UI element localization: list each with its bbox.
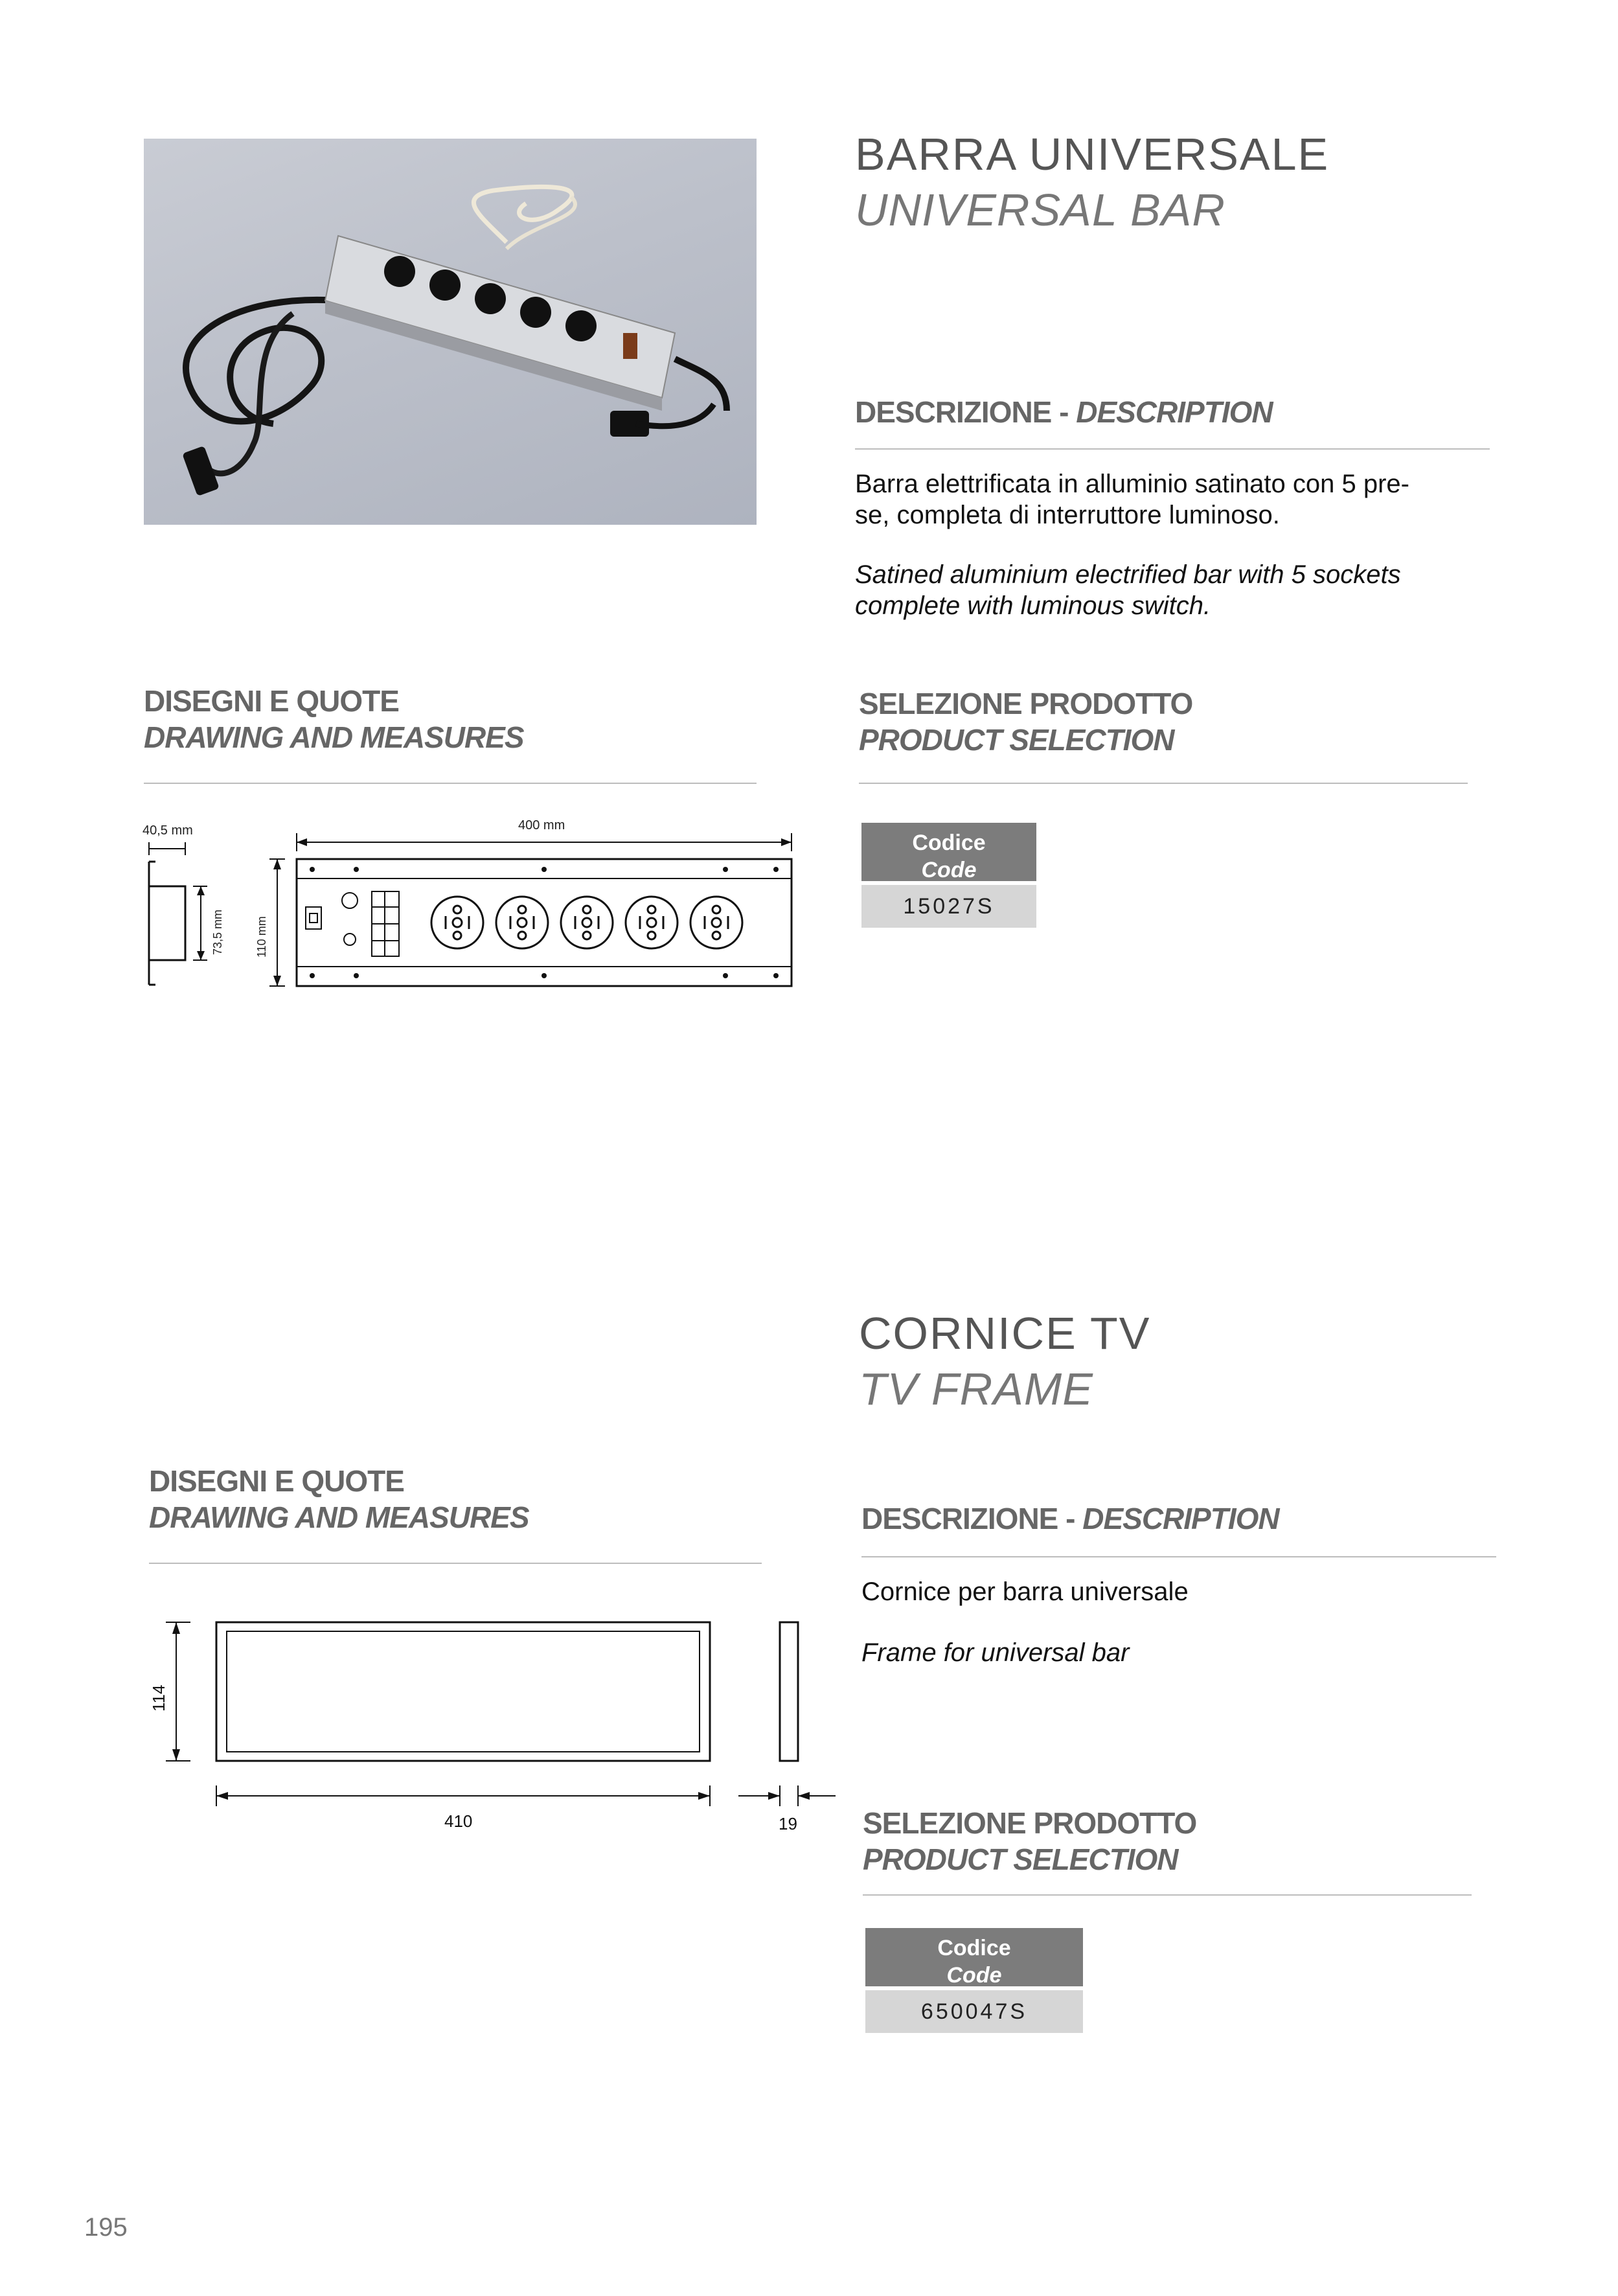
dimension-length: 400 mm	[518, 818, 565, 832]
description-heading	[855, 394, 1273, 430]
dimension-height: 110 mm	[255, 916, 268, 958]
description-en-line2: complete with luminous switch.	[855, 591, 1211, 620]
drawing-heading-en-text: DRAWING AND MEASURES	[149, 1500, 529, 1534]
product-subtitle: UNIVERSAL BAR	[855, 185, 1225, 235]
divider	[855, 448, 1490, 450]
description-heading-en: DESCRIPTION	[1082, 1502, 1279, 1535]
code-table	[865, 1928, 1083, 2033]
product-subtitle: TV FRAME	[859, 1364, 1093, 1414]
divider	[861, 1556, 1496, 1557]
description-heading-it: DESCRIZIONE -	[861, 1502, 1083, 1535]
power-bar-photo-illustration	[144, 139, 757, 525]
description-heading	[861, 1500, 1279, 1537]
technical-drawing-bar	[136, 810, 810, 1004]
code-table-header	[861, 823, 1036, 881]
dimension-width: 410	[444, 1811, 473, 1831]
product-photo	[144, 139, 757, 525]
description-en-line1: Satined aluminium electrified bar with 5 sockets	[855, 560, 1401, 589]
code-table	[861, 823, 1036, 928]
drawing-heading: DISEGNI E QUOTE	[144, 684, 399, 718]
selection-heading: SELEZIONE PRODOTTO	[863, 1806, 1197, 1840]
selection-heading-en	[863, 1841, 1178, 1877]
product-code: 15027S	[861, 885, 1036, 928]
page-number: 195	[84, 2213, 128, 2242]
code-label: Codice	[937, 1936, 1011, 1960]
dimension-height: 114	[149, 1684, 168, 1712]
description-it-line1: Barra elettrificata in alluminio satinato con 5 pre-	[855, 470, 1409, 498]
selection-heading: SELEZIONE PRODOTTO	[859, 687, 1193, 720]
description-en: Frame for universal bar	[861, 1638, 1130, 1667]
selection-heading-en-text: PRODUCT SELECTION	[859, 723, 1174, 757]
code-label-en: Code	[946, 1963, 1002, 1988]
divider	[863, 1894, 1472, 1896]
drawing-heading: DISEGNI E QUOTE	[149, 1464, 404, 1498]
code-label: Codice	[912, 831, 986, 855]
dimension-depth: 40,5 mm	[142, 823, 193, 838]
drawing-heading-en	[149, 1499, 529, 1535]
description-it: Cornice per barra universale	[861, 1578, 1189, 1606]
code-table-header	[865, 1928, 1083, 1986]
product-title: CORNICE TV	[859, 1308, 1151, 1359]
selection-heading-en	[859, 722, 1174, 758]
product-code: 650047S	[865, 1990, 1083, 2033]
divider	[149, 1563, 762, 1564]
selection-heading-en-text: PRODUCT SELECTION	[863, 1843, 1178, 1876]
technical-drawing-frame	[142, 1607, 855, 1840]
drawing-heading-en-text: DRAWING AND MEASURES	[144, 720, 524, 754]
divider	[144, 783, 757, 784]
drawing-heading-en	[144, 719, 524, 755]
dimension-depth: 19	[779, 1814, 797, 1833]
description-it-line2: se, completa di interruttore luminoso.	[855, 501, 1280, 529]
divider	[859, 783, 1468, 784]
dimension-inner-height: 73,5 mm	[211, 909, 224, 955]
code-label-en: Code	[921, 858, 977, 882]
description-heading-it: DESCRIZIONE -	[855, 395, 1077, 429]
product-title: BARRA UNIVERSALE	[855, 129, 1330, 179]
description-heading-en: DESCRIPTION	[1076, 395, 1273, 429]
